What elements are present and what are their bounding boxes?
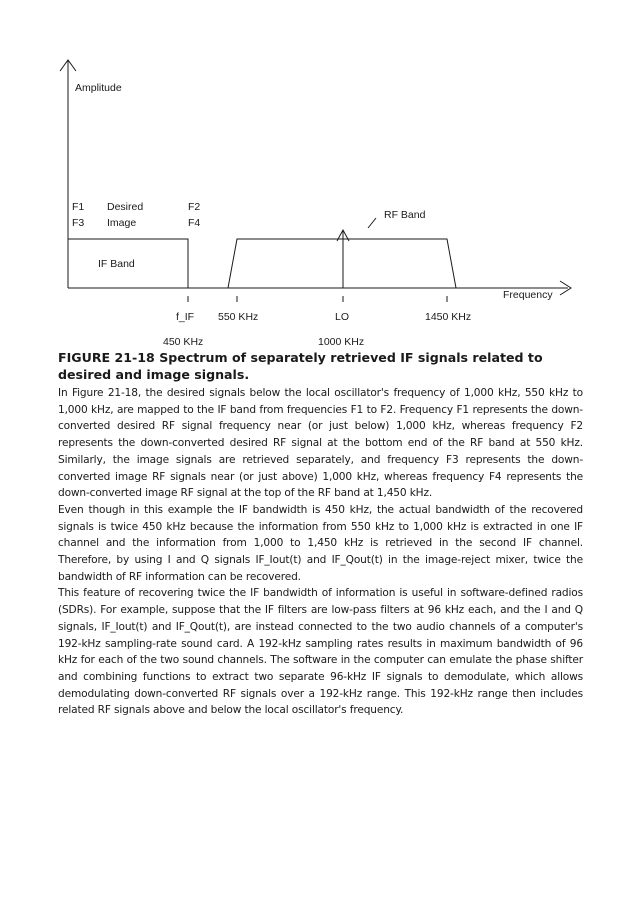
x-axis-label: Frequency (503, 289, 553, 301)
label-f2: F2 (188, 201, 201, 213)
label-f1: F1 (72, 201, 85, 213)
tick-label-fif: f_IF (176, 311, 195, 323)
label-f4: F4 (188, 217, 201, 229)
sub-label-1000: 1000 KHz (318, 336, 365, 348)
paragraph-1: In Figure 21-18, the desired signals below the local oscillator's frequency of 1,000 kHz, 550 kHz to 1,000 kHz, are mapped to the IF band from frequencies F1 to F2. Frequency F1 represents the down-converted desired RF signal frequency near (or just below) 1,000 kHz, whereas frequency F2 represents the down-converted desired RF signal at the bottom end of the RF band at 550 kHz. Similarly, the image signals are retrieved separately, and frequency F3 represents the down-converted image RF signals near (or just above) 1,000 kHz, whereas frequency F4 represents the down-converted image RF signal at the top of the RF band at 1,450 kHz. (58, 387, 583, 500)
spectrum-figure (0, 0, 637, 350)
rf-band-label: RF Band (384, 209, 426, 221)
y-axis-label: Amplitude (75, 82, 122, 94)
body-text (58, 385, 583, 719)
tick-label-550: 550 KHz (218, 311, 259, 323)
figure-caption: FIGURE 21-18 Spectrum of separately retrieved IF signals related to desired and image signals. (58, 350, 543, 382)
paragraph-2: Even though in this example the IF bandwidth is 450 kHz, the actual bandwidth of the recovered signals is twice 450 kHz because the information from 550 kHz to 1,000 kHz is extracted in one IF channel and the information from 1,000 to 1,450 kHz is retrieved in the second IF channel. Therefore, by using I and Q signals IF_Iout(t) and IF_Qout(t) in the image-reject mixer, twice the bandwidth of RF information can be recovered. (58, 503, 583, 583)
label-desired: Desired (107, 201, 144, 213)
paragraph-3: This feature of recovering twice the IF bandwidth of information is useful in software-defined radios (SDRs). For example, suppose that the IF filters are low-pass filters at 96 kHz each, and the I and Q signals, IF_Iout(t) and IF_Qout(t), are instead connected to the two audio channels of a computer's 192-kHz sampling-rate sound card. A 192-kHz sampling rates results in maximum bandwidth of 96 kHz for each of the two sound channels. The software in the computer can emulate the phase shifter and combining functions to extract two separate 96-kHz IF signals to demodulate, which allows demodulating down-converted RF signals over a 192-kHz range. This 192-kHz range then includes related RF signals above and below the local oscillator's frequency. (58, 587, 583, 717)
if-band-label: IF Band (98, 258, 135, 270)
sub-label-450: 450 KHz (163, 336, 204, 348)
tick-label-lo: LO (335, 311, 350, 323)
tick-label-1450: 1450 KHz (425, 311, 472, 323)
label-image: Image (107, 217, 137, 229)
label-f3: F3 (72, 217, 85, 229)
rf-band-pointer (368, 218, 376, 228)
rf-band-trapezoid (228, 239, 456, 288)
